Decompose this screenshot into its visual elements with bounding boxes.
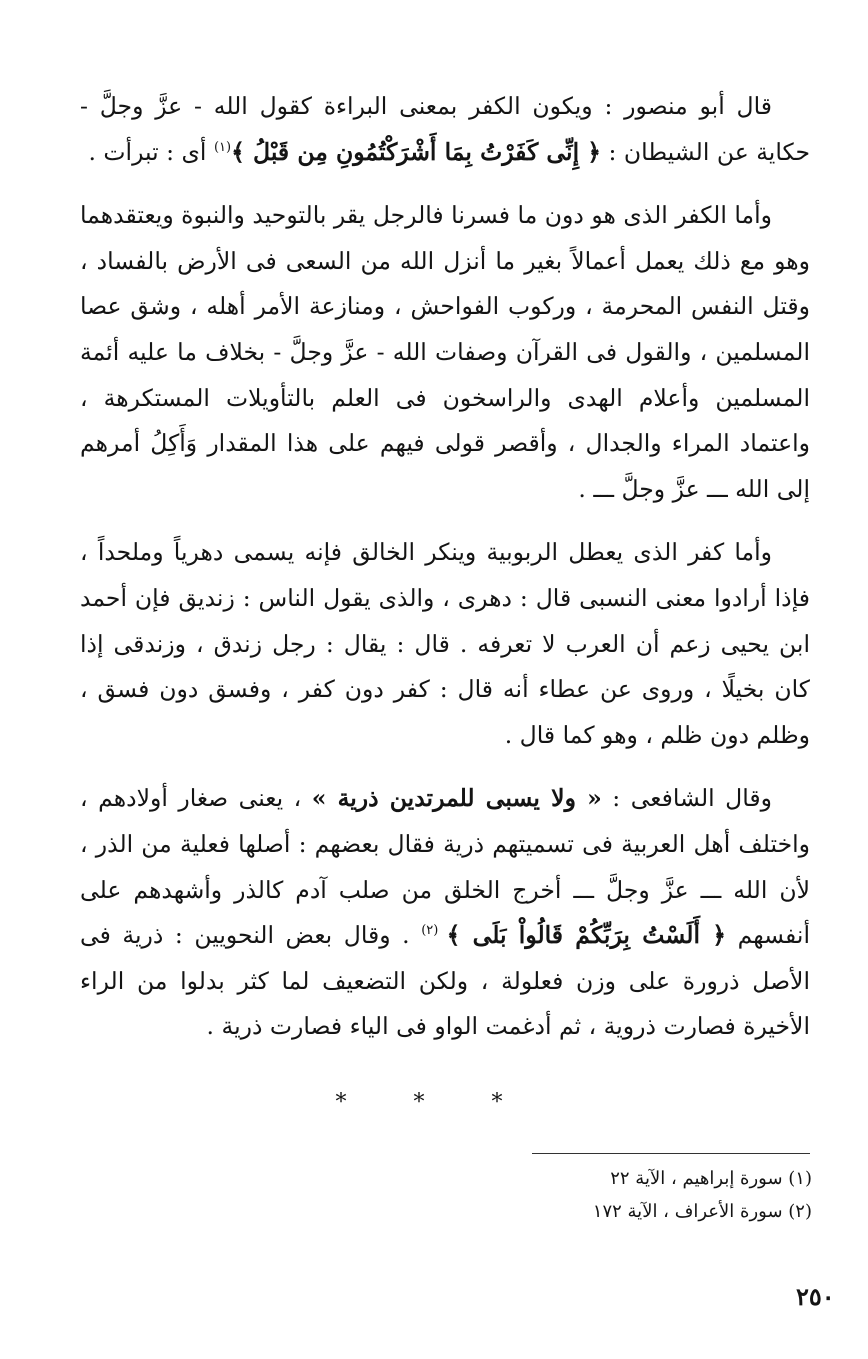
- paragraph-4: [80, 776, 810, 1050]
- text-segment: وقال الشافعى :: [601, 784, 772, 813]
- footnotes: [412, 1162, 812, 1228]
- page-number: ٢٥٠: [796, 1282, 835, 1311]
- footnote-marker: (١): [213, 139, 232, 155]
- text-segment: أى : تبرأت .: [88, 137, 214, 166]
- footnote-1: (١) سورة إبراهيم ، الآية ٢٢: [610, 1168, 812, 1189]
- footnote-marker: (٢): [421, 923, 447, 939]
- paragraph-3: [80, 530, 810, 758]
- text-segment: ، يعنى صغار أولادهم ، واختلف أهل العربية فى تسميتهم ذرية فقال بعضهم : أصلها فعلية من الذر ، لأن الله ـــ عزَّ وجلَّ ـــ أخرج الخلق من صلب آدم كالذر وأشهدهم على أنفسهم: [80, 784, 810, 950]
- quran-verse: ﴿ إِنِّى كَفَرْتُ بِمَا أَشْرَكْتُمُونِ مِن قَبْلُ ﴾: [231, 137, 602, 166]
- footnote-rule: [532, 1153, 810, 1154]
- section-separator: * * *: [335, 1090, 533, 1115]
- footnote-2: (٢) سورة الأعراف ، الآية ١٧٢: [592, 1201, 812, 1222]
- text-segment: قال أبو منصور : ويكون الكفر بمعنى البراءة كقول الله - عزَّ وجلَّ - حكاية عن الشيطان :: [80, 92, 810, 166]
- paragraph-1: [80, 84, 810, 175]
- body-text: [80, 84, 810, 1068]
- paragraph-2: [80, 193, 810, 512]
- text-segment: . وقال بعض النحويين : ذرية فى الأصل ذرورة على وزن فعلولة ، ولكن التضعيف لما كثر بدلوا من الراء الأخيرة فصارت ذروية ، ثم أدغمت الواو فى الياء فصارت ذرية .: [80, 921, 810, 1041]
- text-segment: وأما الكفر الذى هو دون ما فسرنا فالرجل يقر بالتوحيد والنبوة ويعتقدهما وهو مع ذلك يعمل أعمالاً بغير ما أنزل الله من السعى فى الأرض بالفساد ، وقتل النفس المحرمة ، وركوب الفواحش ، ومنازعة الأمر أهله ، وشق عصا المسلمين ، والقول فى القرآن وصفات الله - عزَّ وجلَّ - بخلاف ما عليه أئمة المسلمين وأعلام الهدى والراسخون فى العلم بالتأويلات المستكرهة ، واعتماد المراء والجدال ، وأقصر قولى فيهم على هذا المقدار وَأَكِلُ أمرهم إلى الله ـــ عزَّ وجلَّ ـــ .: [80, 201, 810, 503]
- quoted-text: « ولا يسبى للمرتدين ذرية »: [311, 784, 602, 813]
- quran-verse: ﴿ أَلَسْتُ بِرَبِّكُمْ قَالُواْ بَلَى ﴾: [446, 921, 727, 950]
- text-segment: وأما كفر الذى يعطل الربوبية وينكر الخالق فإنه يسمى دهرياً وملحداً ، فإذا أرادوا معنى النسبى قال : دهرى ، والذى يقول الناس : زنديق فإن أحمد ابن يحيى زعم أن العرب لا تعرفه . قال : يقال : رجل زندق ، وزندقى إذا كان بخيلًا ، وروى عن عطاء أنه قال : كفر دون كفر ، وفسق دون فسق ، وظلم دون ظلم ، وهو كما قال .: [80, 538, 810, 749]
